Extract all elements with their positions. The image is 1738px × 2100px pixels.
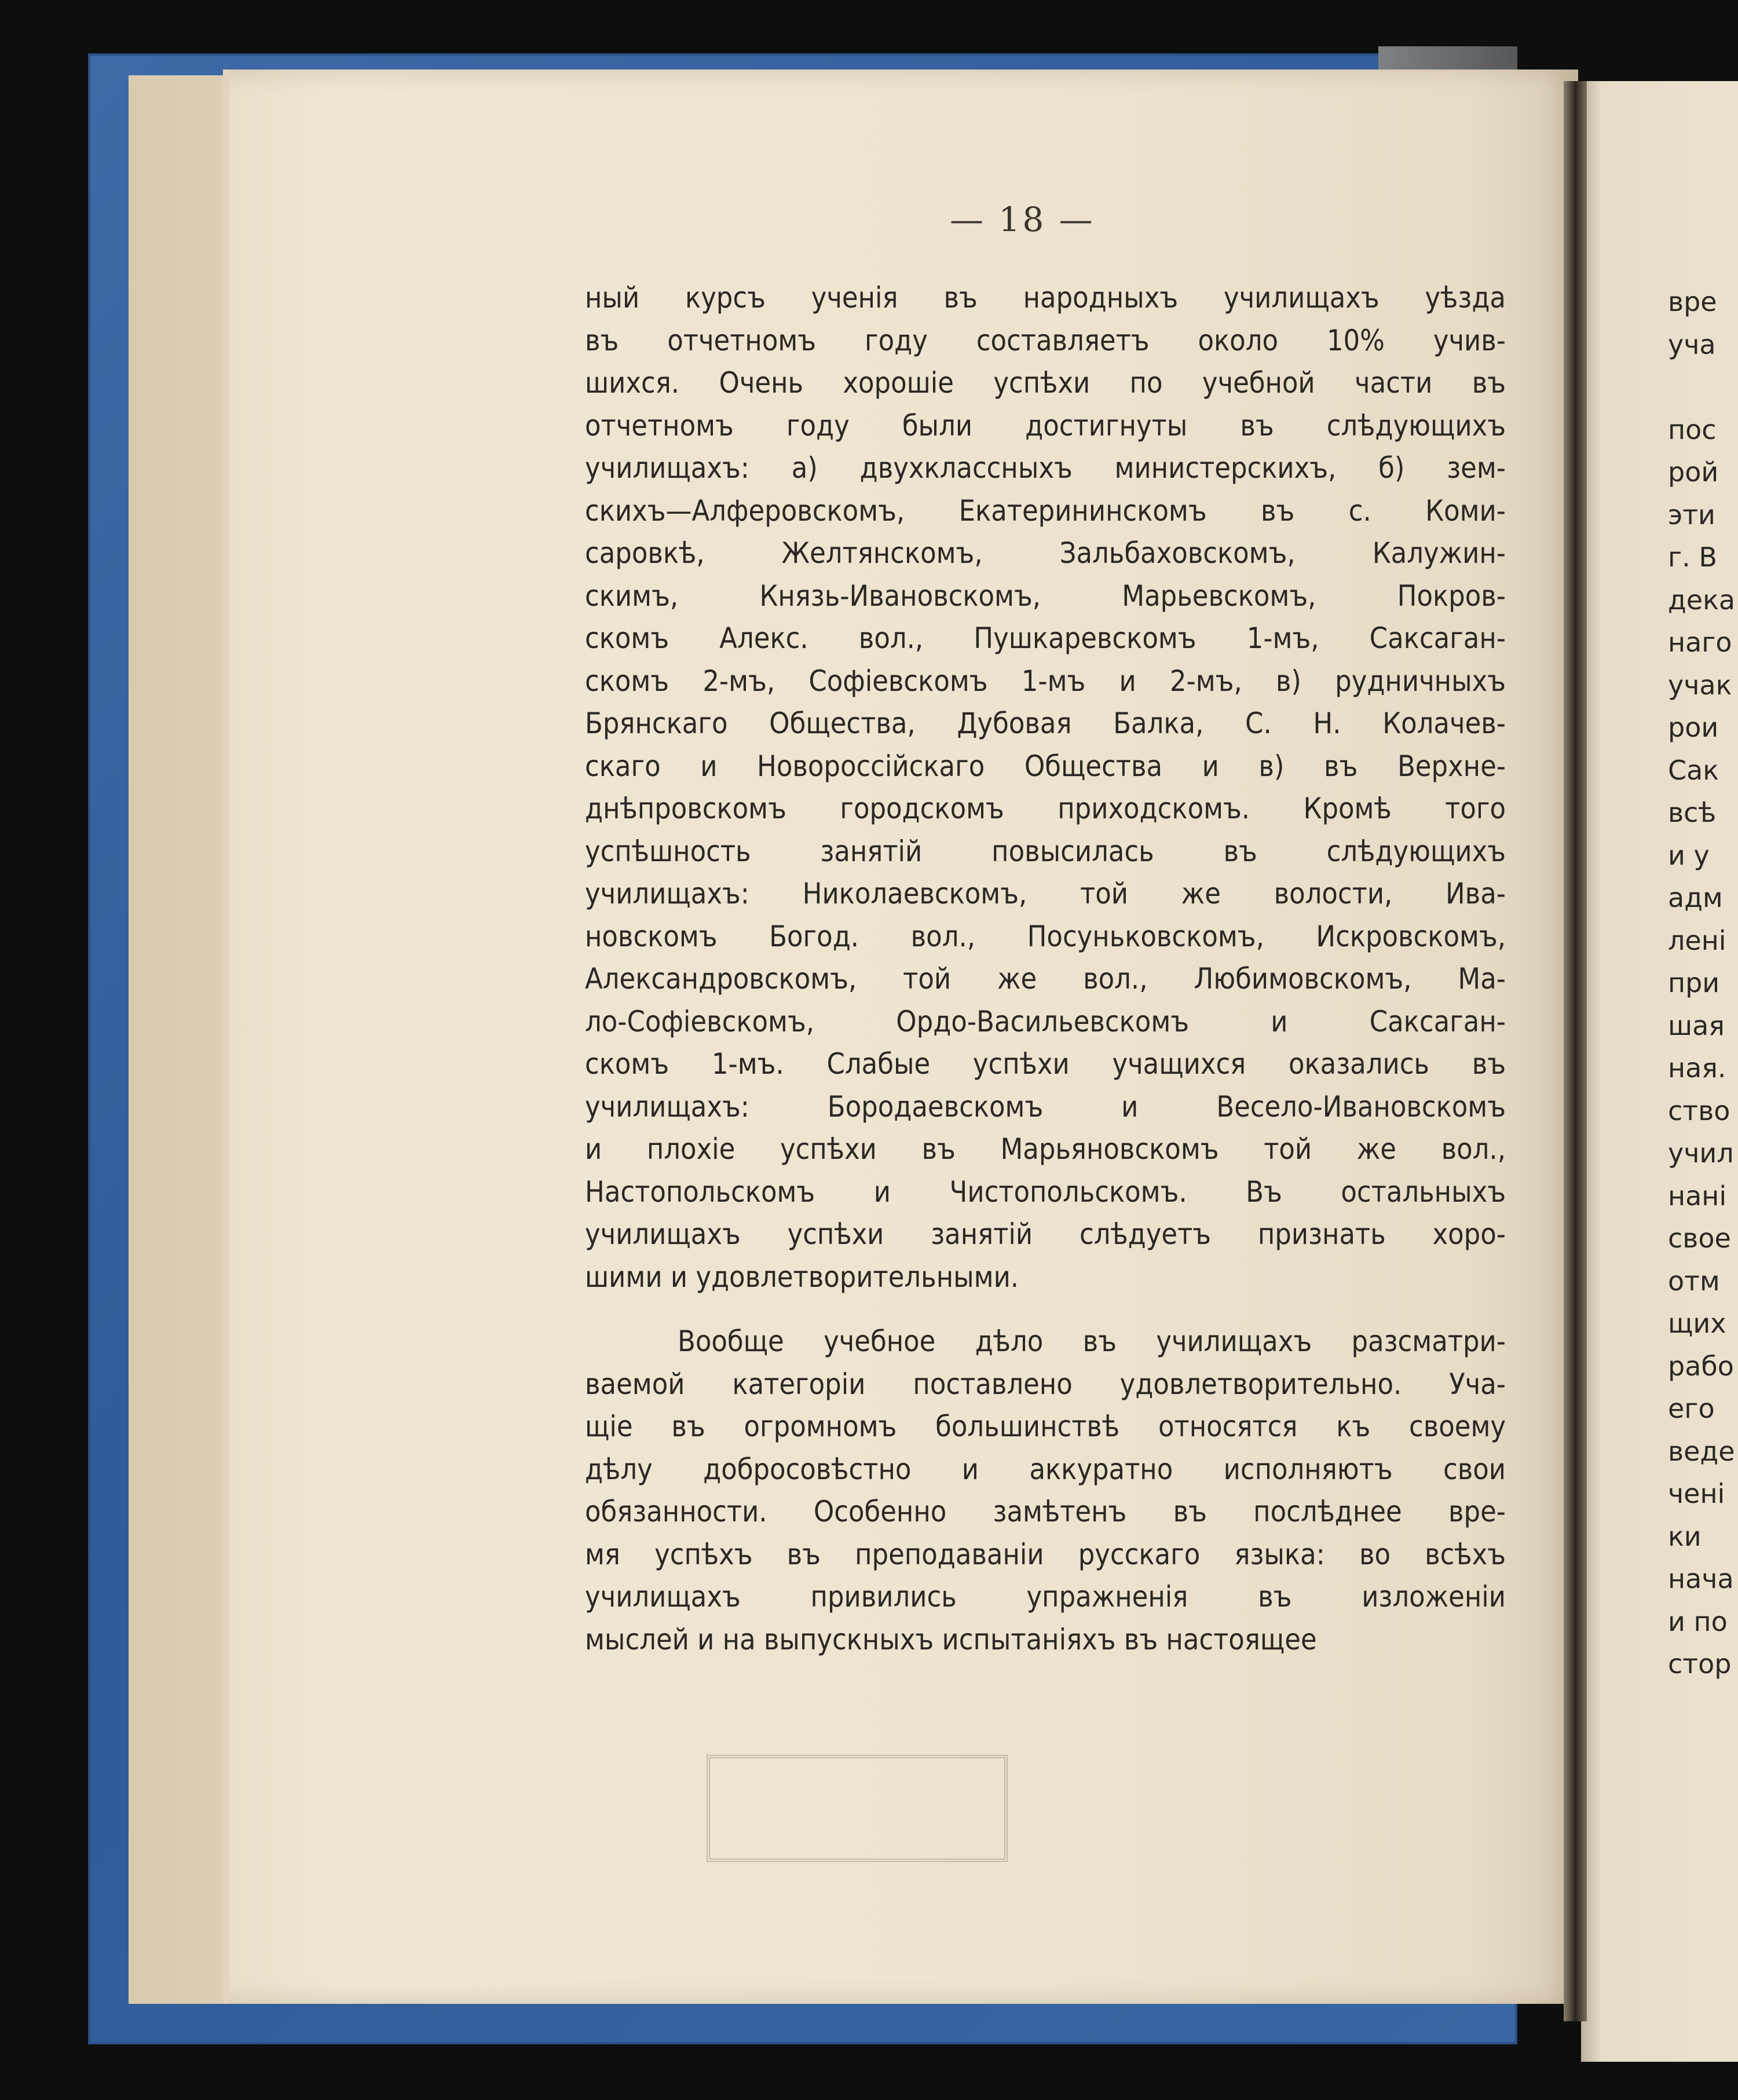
text-line: успѣшность занятій повысилась въ слѣдующихъ [585,834,1506,868]
book-gutter [1564,81,1587,2021]
text-line: училищахъ: а) двухклассныхъ министерскихъ, б) зем- [585,451,1506,485]
facing-page-line: всѣ [1668,797,1717,828]
text-line: въ отчетномъ году составляетъ около 10% учив- [585,323,1506,357]
text-line: училищахъ привились упражненія въ изложеніи [585,1580,1506,1614]
facing-page-line: ство [1668,1095,1730,1126]
facing-page-line: уча [1668,328,1716,360]
facing-page-line: лені [1668,924,1726,956]
facing-page-line: г. В [1668,542,1717,573]
facing-page-line: рабо [1668,1350,1734,1382]
facing-page-line: щих [1668,1308,1726,1339]
facing-page-line: вре [1668,286,1717,317]
library-stamp [707,1755,1008,1862]
text-line: шихся. Очень хорошіе успѣхи по учебной части въ [585,366,1506,400]
text-line: Вообще учебное дѣло въ училищахъ разсматри- [678,1325,1506,1358]
text-line: новскомъ Богод. вол., Посуньковскомъ, Искровскомъ, [585,919,1506,953]
text-line: дѣлу добросовѣстно и аккуратно исполняютъ свои [585,1452,1506,1486]
text-line: днѣпровскомъ городскомъ приходскомъ. Кромѣ того [585,792,1506,825]
text-line: училищахъ успѣхи занятій слѣдуетъ признать хоро- [585,1217,1506,1251]
text-line: училищахъ: Николаевскомъ, той же волости, Ива- [585,877,1506,910]
facing-page-line: нача [1668,1563,1734,1594]
facing-page-line: чені [1668,1478,1725,1509]
text-line: ло-Софіевскомъ, Ордо-Васильевскомъ и Саксаган- [585,1004,1506,1038]
text-line: мя успѣхъ въ преподаваніи русскаго языка: во всѣхъ [585,1537,1506,1571]
facing-page-line: нані [1668,1180,1727,1212]
paragraph-1 [585,277,1506,1298]
facing-page-line: рой [1668,456,1719,488]
facing-page-line: ная. [1668,1052,1726,1084]
text-line: скаго и Новороссійскаго Общества и в) въ Верхне- [585,749,1506,783]
text-line: скомъ Алекс. вол., Пушкаревскомъ 1-мъ, Саксаган- [585,621,1506,655]
text-line: Настопольскомъ и Чистопольскомъ. Въ остальныхъ [585,1175,1506,1209]
facing-page-line: рои [1668,712,1719,743]
facing-page-line: эти [1668,499,1715,531]
text-line: училищахъ: Бородаевскомъ и Весело-Ивановскомъ [585,1089,1506,1124]
text-line: скимъ, Князь-Ивановскомъ, Марьевскомъ, Покров- [585,579,1506,613]
facing-page-line [1668,366,1738,409]
facing-page-line: и по [1668,1605,1728,1637]
facing-page-line: при [1668,967,1720,998]
text-line: ный курсъ ученія въ народныхъ училищахъ уѣзда [585,281,1506,314]
facing-page-line: наго [1668,627,1732,658]
text-line: обязанности. Особенно замѣтенъ въ послѣднее вре- [585,1495,1506,1528]
text-line: саровкѣ, Желтянскомъ, Зальбаховскомъ, Калужин- [585,536,1506,570]
facing-page-line: Сак [1668,754,1719,786]
text-line: скомъ 1-мъ. Слабые успѣхи учащихся оказались въ [585,1047,1506,1081]
text-line: отчетномъ году были достигнуты въ слѣдующихъ [585,408,1506,442]
text-line: скихъ—Алферовскомъ, Екатерининскомъ въ с. Коми- [585,493,1506,528]
page-number: — 18 — [950,200,1095,239]
facing-page-line: и у [1668,839,1710,871]
text-line: скомъ 2-мъ, Софіевскомъ 1-мъ и 2-мъ, в) рудничныхъ [585,664,1506,698]
facing-page-line: адм [1668,882,1723,913]
facing-page-line: дека [1668,584,1736,616]
text-line: щіе въ огромномъ большинствѣ относятся къ своему [585,1410,1506,1443]
facing-page-text [1668,281,1738,1686]
text-line: ваемой категоріи поставлено удовлетворительно. Уча- [585,1367,1506,1401]
facing-page-line: свое [1668,1223,1731,1254]
facing-page-line: пос [1668,414,1717,445]
facing-page-line: стор [1668,1648,1732,1680]
text-line: Брянскаго Общества, Дубовая Балка, С. Н. Колачев- [585,707,1506,740]
facing-page-line: отм [1668,1265,1720,1297]
text-line: и плохіе успѣхи въ Марьяновскомъ той же вол., [585,1132,1506,1166]
text-line: мыслей и на выпускныхъ испытаніяхъ въ настоящее [585,1622,1317,1656]
text-line: Александровскомъ, той же вол., Любимовскомъ, Ма- [585,962,1506,996]
facing-page-line: учак [1668,669,1732,701]
facing-page-line: ки [1668,1520,1702,1552]
text-line: шими и удовлетворительными. [585,1260,1019,1294]
paragraph-2 [585,1320,1506,1661]
facing-page-line: шая [1668,1009,1725,1041]
paragraph-gap [585,1298,1506,1320]
facing-page-line: его [1668,1393,1715,1424]
main-text [585,277,1506,1661]
facing-page-line: веде [1668,1435,1735,1467]
facing-page-line: учил [1668,1137,1734,1169]
